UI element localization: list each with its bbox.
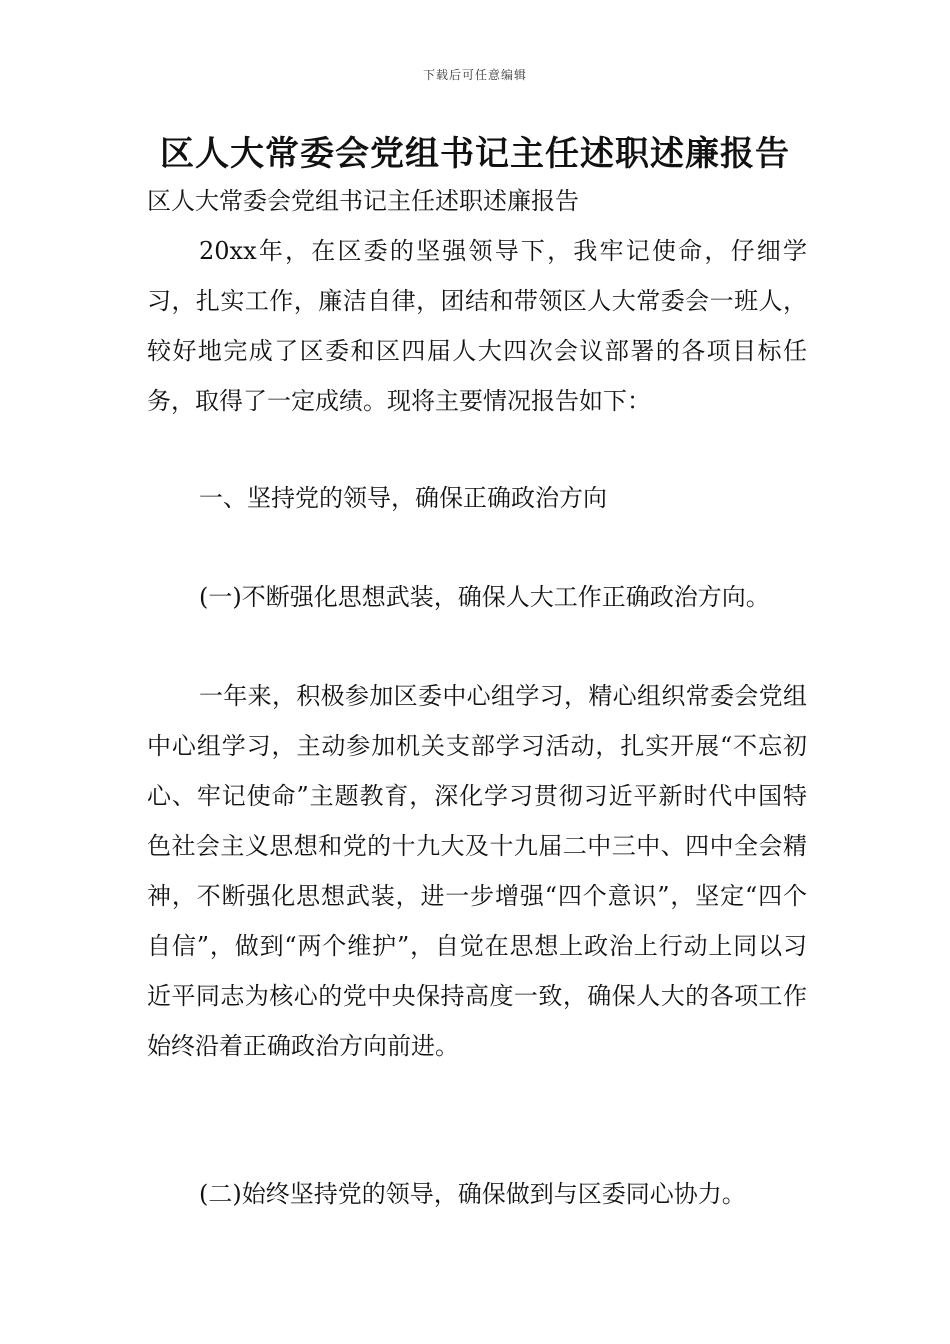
subsection-two-heading: (二)始终坚持党的领导，确保做到与区委同心协力。	[199, 1180, 746, 1208]
header-note: 下载后可任意编辑	[422, 68, 527, 82]
document-title: 区人大常委会党组书记主任述职述廉报告	[160, 134, 790, 174]
subsection-one-body: 一年来，积极参加区委中心组学习，精心组织常委会党组中心组学习，主动参加机关支部学习活动，扎实开展“不忘初心、牢记使命”主题教育，深化学习贯彻习近平新时代中国特色社会主义思想和党的十九大及十九届二中三中、四中全会精神，不断强化思想武装，进一步增强“四个意识”，坚定“四个自信”，做到“两个维护”，自觉在思想上政治上行动上同以习近平同志为核心的党中央保持高度一致，确保人大的各项工作始终沿着正确政治方向前进。	[147, 682, 807, 1060]
subsection-one-heading: (一)不断强化思想武装，确保人大工作正确政治方向。	[199, 583, 770, 611]
section-one-heading: 一、坚持党的领导，确保正确政治方向	[199, 484, 607, 512]
document-subtitle: 区人大常委会党组书记主任述职述廉报告	[147, 187, 579, 215]
intro-paragraph: 20xx年，在区委的坚强领导下，我牢记使命，仔细学习，扎实工作，廉洁自律，团结和带领区人大常委会一班人，较好地完成了区委和区四届人大四次会议部署的各项目标任务，取得了一定成绩。现将主要情况报告如下：	[147, 237, 807, 415]
